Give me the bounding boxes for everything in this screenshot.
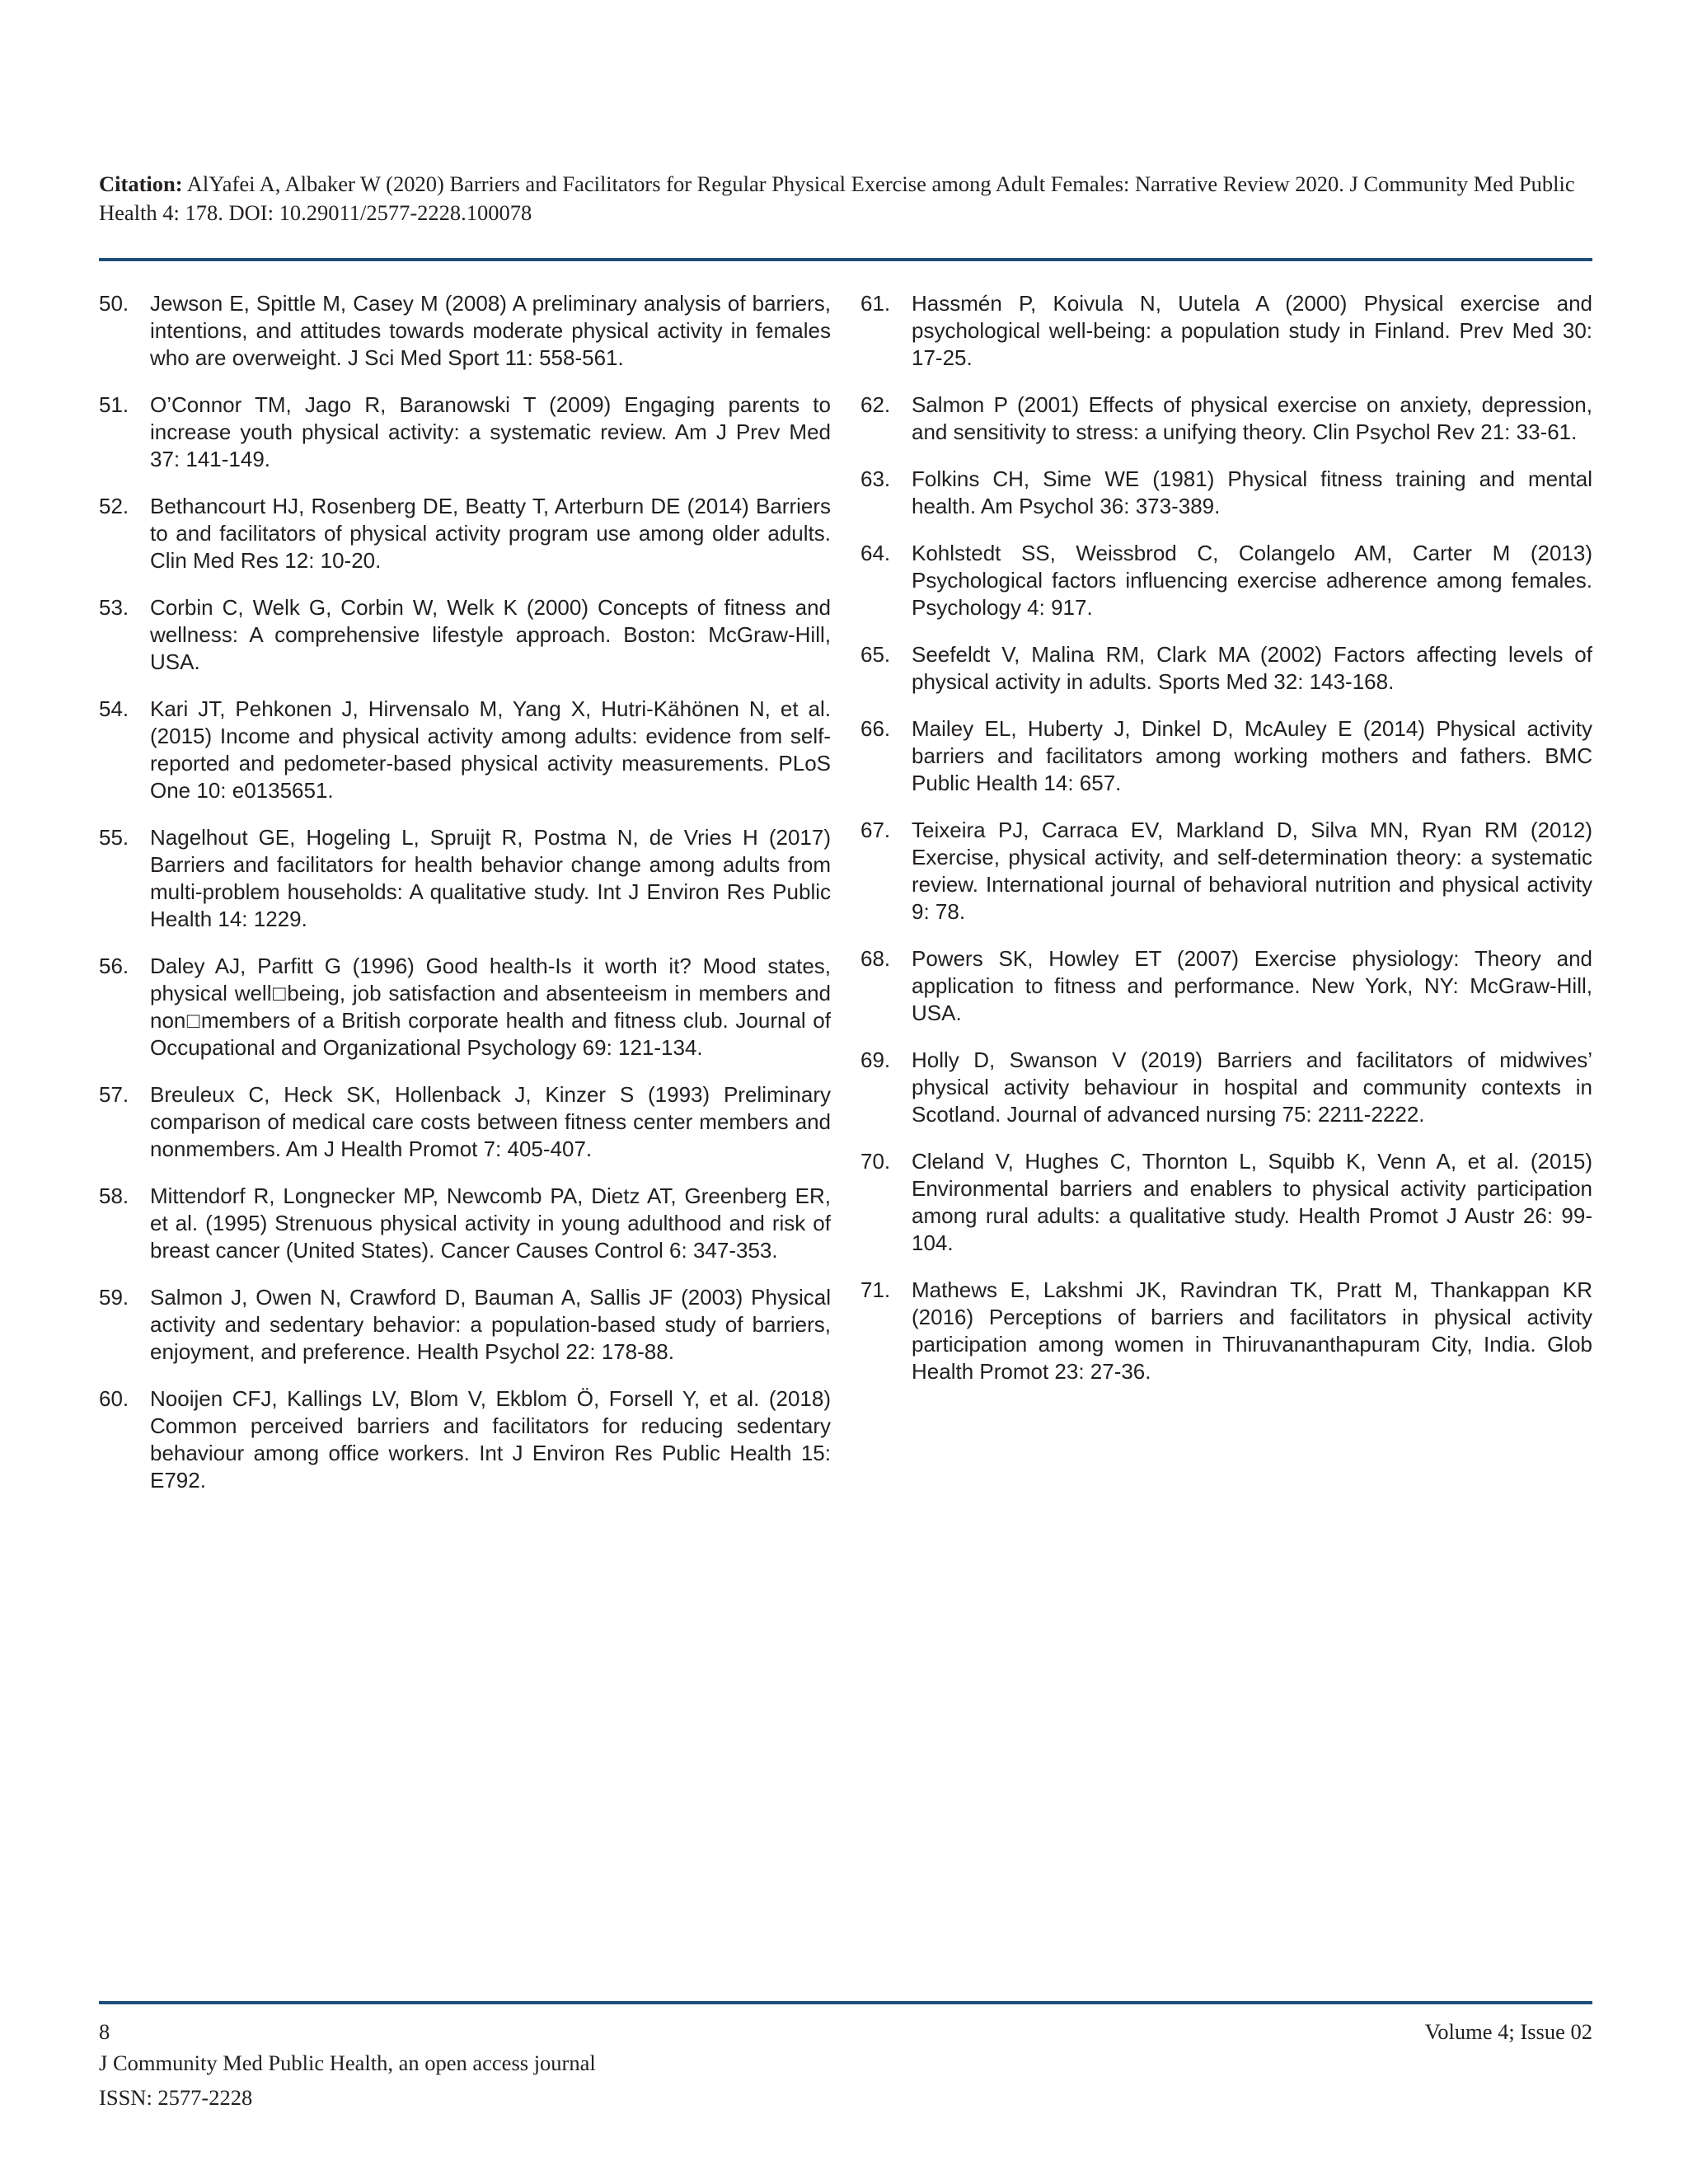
reference-item (99, 391, 831, 473)
reference-number: 56. (99, 954, 129, 978)
reference-number: 60. (99, 1386, 129, 1411)
reference-number: 66. (860, 716, 891, 741)
reference-number: 65. (860, 642, 891, 667)
citation-label: Citation: (99, 171, 183, 196)
reference-number: 61. (860, 291, 891, 316)
reference-text: Salmon J, Owen N, Crawford D, Bauman A, Sallis JF (2003) Physical activity and sedentary behavior: a population-based study of barriers, enjoyment, and preference. Health Psychol 22: 178-88. (150, 1285, 831, 1364)
reference-item (99, 824, 831, 933)
reference-item (860, 817, 1592, 926)
reference-item (860, 466, 1592, 520)
reference-text: Powers SK, Howley ET (2007) Exercise physiology: Theory and application to fitness and performance. New York, NY: McGraw-Hill, USA. (912, 946, 1592, 1025)
reference-text: Teixeira PJ, Carraca EV, Markland D, Silva MN, Ryan RM (2012) Exercise, physical activity, and self-determination theory: a systematic review. International journal of behavioral nutrition and physical activity 9: 78. (912, 818, 1592, 924)
header-divider (99, 258, 1592, 261)
reference-number: 69. (860, 1047, 891, 1072)
reference-number: 57. (99, 1082, 129, 1107)
journal-name: J Community Med Public Health, an open access journal (99, 2050, 596, 2075)
reference-item (860, 1047, 1592, 1128)
reference-number: 58. (99, 1183, 129, 1208)
reference-item (860, 715, 1592, 797)
reference-number: 50. (99, 291, 129, 316)
reference-text: Kohlstedt SS, Weissbrod C, Colangelo AM, Carter M (2013) Psychological factors influencing exercise adherence among females. Psychology 4: 917. (912, 541, 1592, 620)
reference-number: 52. (99, 494, 129, 518)
reference-item (99, 290, 831, 372)
reference-item (99, 493, 831, 574)
citation-header (99, 170, 1592, 227)
reference-text: Kari JT, Pehkonen J, Hirvensalo M, Yang X, Hutri-Kähönen N, et al. (2015) Income and physical activity among adults: evidence from self-reported and pedometer-based physical activity measurements. PLoS One 10: e0135651. (150, 696, 831, 803)
reference-number: 59. (99, 1285, 129, 1310)
reference-number: 67. (860, 818, 891, 842)
reference-text: Nagelhout GE, Hogeling L, Spruijt R, Postma N, de Vries H (2017) Barriers and facilitators for health behavior change among adults from multi-problem households: A qualitative study. Int J Environ Res Public Health 14: 1229. (150, 825, 831, 931)
reference-item (99, 1385, 831, 1494)
reference-text: Nooijen CFJ, Kallings LV, Blom V, Ekblom Ö, Forsell Y, et al. (2018) Common perceived barriers and facilitators for reducing sedentary behaviour among office workers. Int J Environ Res Public Health 15: E792. (150, 1386, 831, 1493)
reference-number: 51. (99, 392, 129, 417)
reference-number: 70. (860, 1149, 891, 1174)
reference-text: Salmon P (2001) Effects of physical exercise on anxiety, depression, and sensitivity to stress: a unifying theory. Clin Psychol Rev 21: 33-61. (912, 392, 1592, 444)
reference-item (99, 1081, 831, 1163)
reference-item (860, 391, 1592, 446)
reference-item (99, 1183, 831, 1264)
reference-number: 54. (99, 696, 129, 721)
reference-item (860, 290, 1592, 372)
reference-text: Corbin C, Welk G, Corbin W, Welk K (2000) Concepts of fitness and wellness: A comprehensive lifestyle approach. Boston: McGraw-Hill, USA. (150, 595, 831, 674)
page-number: 8 (99, 2019, 110, 2044)
reference-item (99, 1284, 831, 1366)
reference-item (860, 540, 1592, 621)
reference-number: 63. (860, 466, 891, 491)
reference-item (860, 1277, 1592, 1385)
reference-text: Mathews E, Lakshmi JK, Ravindran TK, Pratt M, Thankappan KR (2016) Perceptions of barriers and facilitators in physical activity participation among women in Thiruvananthapuram City, India. Glob Health Promot 23: 27-36. (912, 1277, 1592, 1384)
reference-number: 71. (860, 1277, 891, 1302)
reference-text: Daley AJ, Parfitt G (1996) Good health-Is it worth it? Mood states, physical well□being, job satisfaction and absenteeism in members and non□members of a British corporate health and fitness club. Journal of Occupational and Organizational Psychology 69: 121-134. (150, 954, 831, 1060)
reference-item (99, 594, 831, 676)
references-right-column (860, 290, 1592, 1405)
reference-text: Mittendorf R, Longnecker MP, Newcomb PA, Dietz AT, Greenberg ER, et al. (1995) Strenuous physical activity in young adulthood and risk of breast cancer (United States). Cancer Causes Control 6: 347-353. (150, 1183, 831, 1263)
reference-text: Bethancourt HJ, Rosenberg DE, Beatty T, Arterburn DE (2014) Barriers to and facilitators of physical activity program use among older adults. Clin Med Res 12: 10-20. (150, 494, 831, 573)
reference-item (99, 696, 831, 804)
issn: ISSN: 2577-2228 (99, 2085, 253, 2110)
reference-text: Folkins CH, Sime WE (1981) Physical fitness training and mental health. Am Psychol 36: 373-389. (912, 466, 1592, 518)
reference-item (99, 953, 831, 1062)
footer-divider (99, 2001, 1592, 2004)
reference-item (860, 641, 1592, 696)
reference-text: Seefeldt V, Malina RM, Clark MA (2002) Factors affecting levels of physical activity in adults. Sports Med 32: 143-168. (912, 642, 1592, 694)
reference-text: Jewson E, Spittle M, Casey M (2008) A preliminary analysis of barriers, intentions, and attitudes towards moderate physical activity in females who are overweight. J Sci Med Sport 11: 558-561. (150, 291, 831, 370)
reference-number: 55. (99, 825, 129, 850)
reference-item (860, 1148, 1592, 1257)
reference-number: 62. (860, 392, 891, 417)
volume-issue: Volume 4; Issue 02 (1424, 2019, 1592, 2044)
reference-number: 53. (99, 595, 129, 620)
citation-text: AlYafei A, Albaker W (2020) Barriers and Facilitators for Regular Physical Exercise among Adult Females: Narrative Review 2020. J Community Med Public Health 4: 178. DOI: 10.29011/2577-2228.100078 (99, 171, 1575, 225)
reference-number: 64. (860, 541, 891, 565)
reference-text: Holly D, Swanson V (2019) Barriers and facilitators of midwives’ physical activity behaviour in hospital and community contexts in Scotland. Journal of advanced nursing 75: 2211-2222. (912, 1047, 1592, 1127)
reference-item (860, 945, 1592, 1027)
reference-text: Hassmén P, Koivula N, Uutela A (2000) Physical exercise and psychological well-being: a population study in Finland. Prev Med 30: 17-25. (912, 291, 1592, 370)
reference-text: Mailey EL, Huberty J, Dinkel D, McAuley E (2014) Physical activity barriers and facilitators among working mothers and fathers. BMC Public Health 14: 657. (912, 716, 1592, 795)
reference-text: O’Connor TM, Jago R, Baranowski T (2009) Engaging parents to increase youth physical activity: a systematic review. Am J Prev Med 37: 141-149. (150, 392, 831, 471)
reference-text: Cleland V, Hughes C, Thornton L, Squibb K, Venn A, et al. (2015) Environmental barriers and enablers to physical activity participation among rural adults: a qualitative study. Health Promot J Austr 26: 99-104. (912, 1149, 1592, 1255)
reference-number: 68. (860, 946, 891, 971)
references-left-column (99, 290, 831, 1514)
reference-text: Breuleux C, Heck SK, Hollenback J, Kinzer S (1993) Preliminary comparison of medical care costs between fitness center members and nonmembers. Am J Health Promot 7: 405-407. (150, 1082, 831, 1161)
